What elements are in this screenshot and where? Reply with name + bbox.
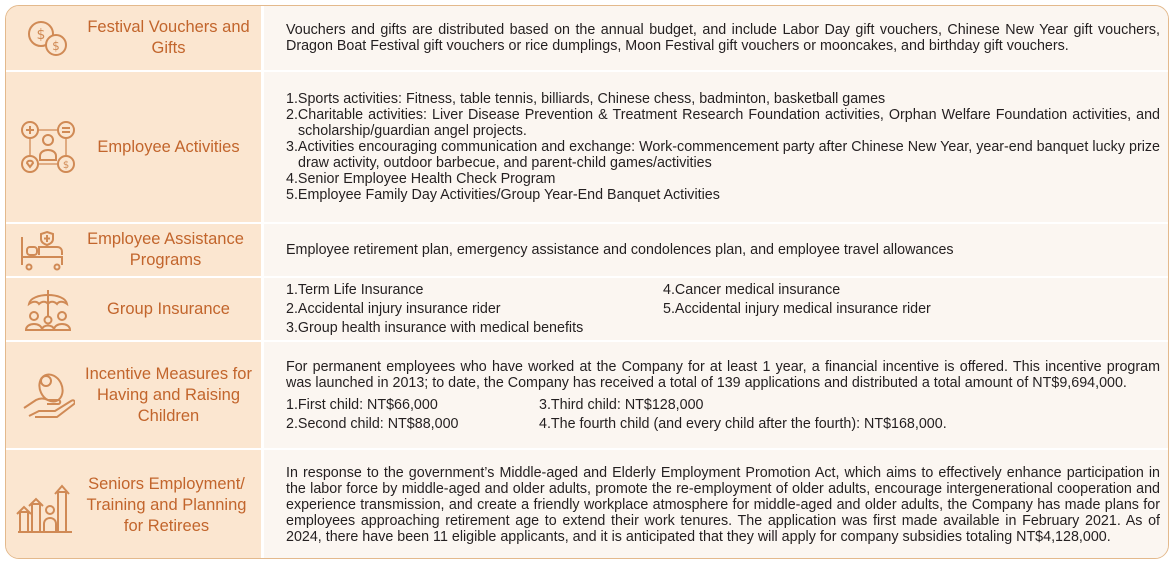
description-text: In response to the government’s Middle-aged and Elderly Employment Promotion Act, which aims to effectively enhance participation in the labor force by middle-aged and older adults, promote the re-employment of older adults, encourage intergenerational cooperation and experience transmission, and create a friendly workplace atmosphere for middle-aged and older adults, the Company has made plans for employees approaching retirement age to extend their work tenures. The application was first made available in February 2021. As of 2024, there have been 11 eligible applicants, and it is anticipated that they will apply for company subsidies totaling NT$4,128,000. [286, 465, 1160, 545]
insurance-list [286, 282, 1160, 336]
list-item: 2.Second child: NT$88,000 [286, 415, 459, 432]
description-text: Employee retirement plan, emergency assistance and condolences plan, and employee travel allowances [286, 242, 954, 258]
category-label: Employee Assistance Programs [87, 230, 244, 269]
category-label: Seniors Employment/ Training and Planning for Retirees [86, 474, 247, 535]
hospital-bed-icon [10, 229, 74, 271]
baby-hand-icon [16, 368, 80, 422]
category-cell [6, 342, 264, 448]
description-cell [264, 342, 1168, 448]
child-amounts-list [286, 397, 1160, 432]
list-item: 2.Accidental injury insurance rider [286, 301, 501, 317]
list-item: 3.Third child: NT$128,000 [539, 396, 704, 413]
description-text: Vouchers and gifts are distributed based on the annual budget, and include Labor Day gift vouchers, Chinese New Year gift vouchers, Dragon Boat Festival gift vouchers or rice dumplings, Moon Festival gift vouchers or mooncakes, and birthday gift vouchers. [286, 22, 1160, 54]
category-label: Employee Activities [97, 137, 240, 156]
growth-bars-icon [12, 476, 76, 534]
category-label: Festival Vouchers and Gifts [87, 18, 250, 57]
list-item: 2.Charitable activities: Liver Disease Prevention & Treatment Research Foundation activities, Orphan Welfare Foundation activities, and scholarship/guardian angel projects. [286, 107, 1160, 139]
svg-text:$: $ [52, 39, 60, 53]
category-label: Incentive Measures for Having and Raising Children [85, 364, 252, 425]
list-item: 4.The fourth child (and every child after the fourth): NT$168,000. [539, 415, 947, 432]
description-cell [264, 450, 1168, 559]
category-cell [6, 224, 264, 276]
list-item: 3.Group health insurance with medical benefits [286, 320, 584, 336]
list-item: 5.Accidental injury medical insurance rider [663, 301, 931, 317]
row-employee-activities [6, 70, 1168, 222]
category-cell [6, 72, 264, 222]
row-festival-vouchers [6, 6, 1168, 70]
umbrella-family-icon [16, 284, 80, 334]
list-item: 1.Term Life Insurance [286, 282, 424, 298]
description-cell [264, 6, 1168, 70]
category-cell [6, 450, 264, 559]
coins-icon [16, 17, 80, 59]
row-group-insurance [6, 276, 1168, 340]
description-cell [264, 278, 1168, 340]
category-label: Group Insurance [107, 299, 230, 318]
list-item: 1.Sports activities: Fitness, table tennis, billiards, Chinese chess, badminton, basketball games [286, 91, 886, 107]
row-seniors-employment [6, 448, 1168, 559]
row-employee-assistance [6, 222, 1168, 276]
list-item: 1.First child: NT$66,000 [286, 396, 438, 413]
list-item: 4.Cancer medical insurance [663, 282, 841, 298]
category-cell [6, 278, 264, 340]
row-child-incentives [6, 340, 1168, 448]
description-cell [264, 72, 1168, 222]
description-cell [264, 224, 1168, 276]
activities-icon [16, 118, 80, 176]
category-cell [6, 6, 264, 70]
description-text: For permanent employees who have worked at the Company for at least 1 year, a financial incentive is offered. This incentive program was launched in 2013; to date, the Company has received a total of 139 applications and distributed a total amount of NT$9,694,000. [286, 358, 1160, 391]
list-item: 3.Activities encouraging communication and exchange: Work-commencement party after Chinese New Year, year-end banquet lucky prize draw activity, outdoor barbecue, and parent-child games/activities [286, 139, 1160, 171]
list-item: 5.Employee Family Day Activities/Group Year-End Banquet Activities [286, 187, 720, 203]
list-item: 4.Senior Employee Health Check Program [286, 171, 556, 187]
svg-text:$: $ [62, 160, 70, 171]
svg-text:$: $ [36, 27, 46, 43]
benefits-table [5, 5, 1169, 559]
